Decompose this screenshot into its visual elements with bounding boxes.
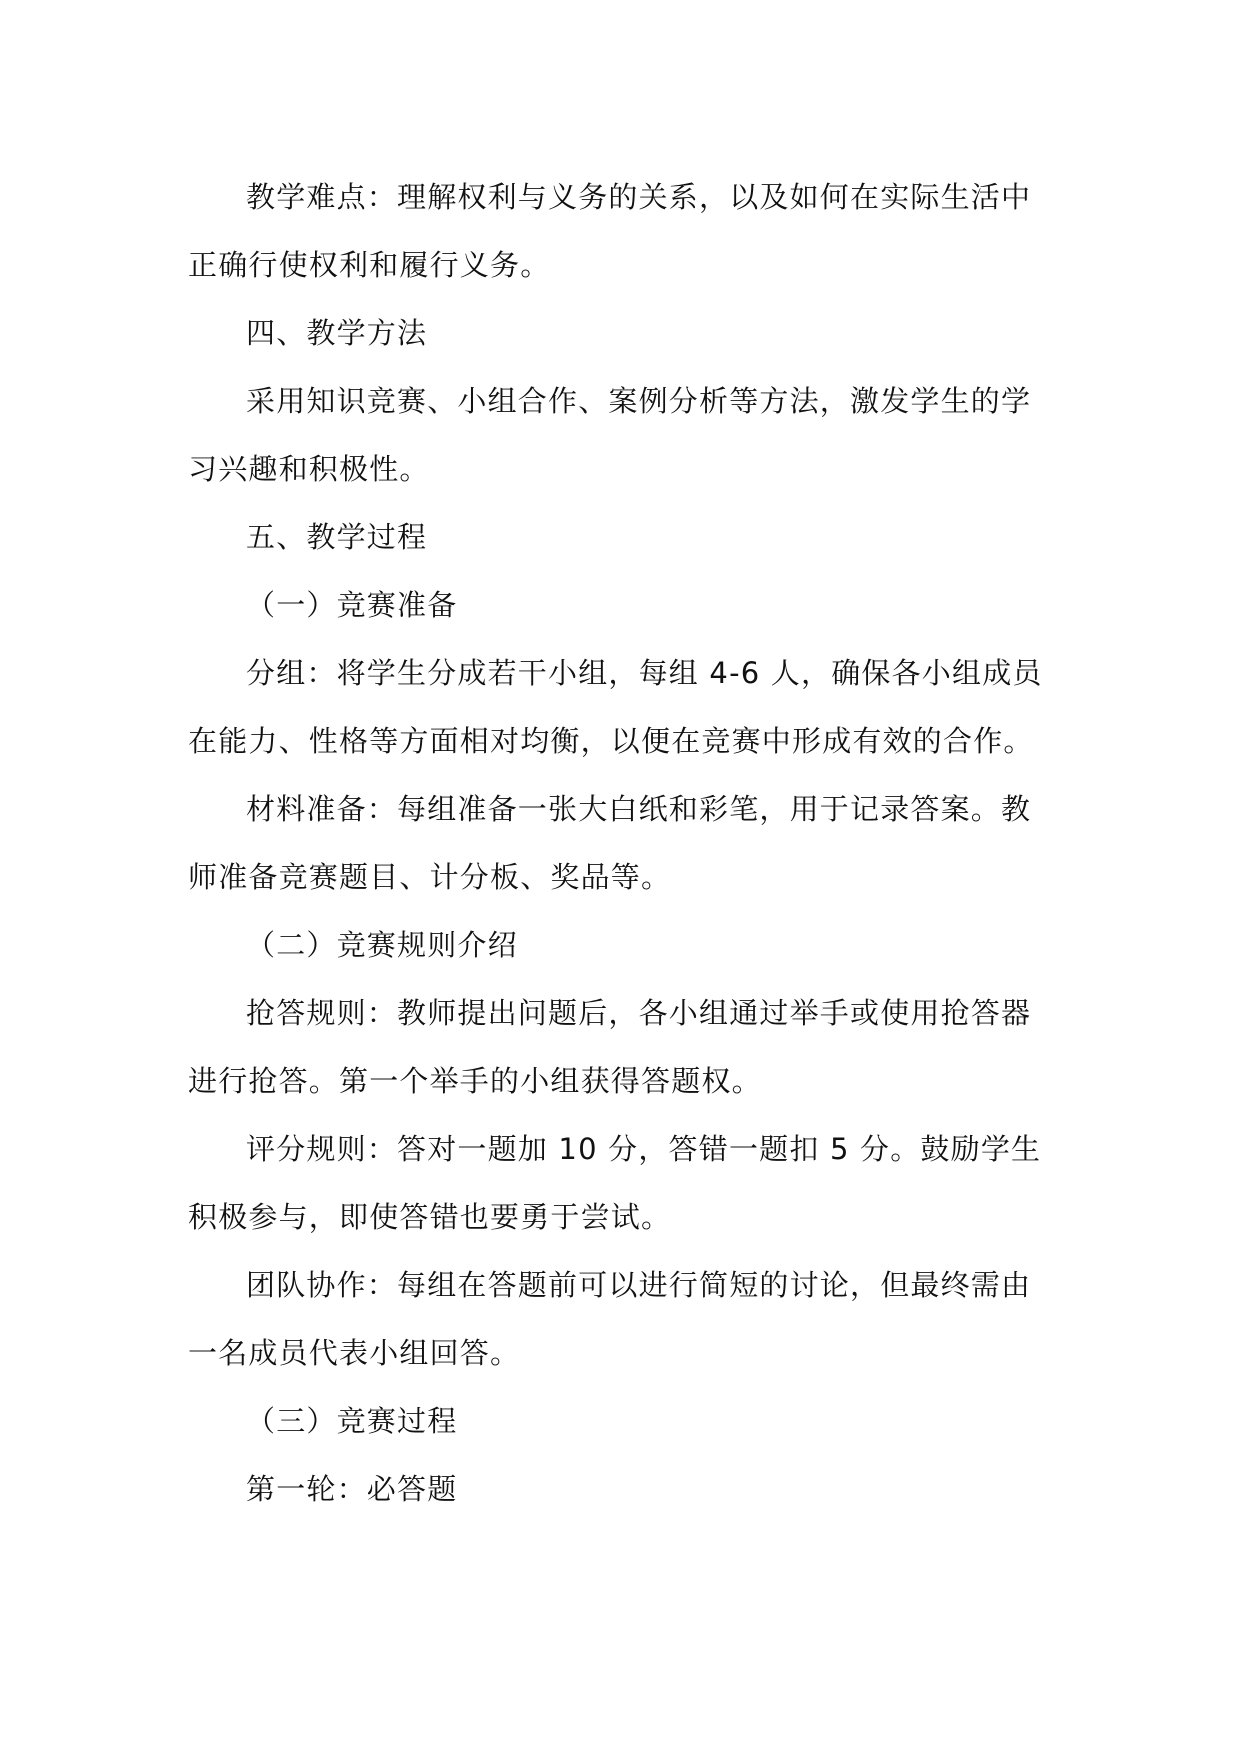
heading-teaching-methods: 四、教学方法 xyxy=(246,316,428,350)
paragraph-teaching-difficulty: 教学难点：理解权利与义务的关系，以及如何在实际生活中正确行使权利和履行义务。 xyxy=(188,180,1032,282)
paragraph-methods-description: 采用知识竞赛、小组合作、案例分析等方法，激发学生的学习兴趣和积极性。 xyxy=(188,384,1032,486)
paragraph-teamwork: 团队协作：每组在答题前可以进行简短的讨论，但最终需由一名成员代表小组回答。 xyxy=(188,1268,1032,1370)
paragraph-round-one: 第一轮：必答题 xyxy=(246,1472,458,1506)
subheading-competition-rules: （二）竞赛规则介绍 xyxy=(246,928,518,962)
heading-teaching-process: 五、教学过程 xyxy=(246,520,428,554)
paragraph-scoring-rules: 评分规则：答对一题加 10 分，答错一题扣 5 分。鼓励学生积极参与，即使答错也要勇于尝试。 xyxy=(188,1132,1042,1234)
subheading-competition-process: （三）竞赛过程 xyxy=(246,1404,458,1438)
document-body xyxy=(188,163,1058,1523)
paragraph-materials: 材料准备：每组准备一张大白纸和彩笔，用于记录答案。教师准备竞赛题目、计分板、奖品等。 xyxy=(188,792,1032,894)
paragraph-grouping: 分组：将学生分成若干小组，每组 4-6 人，确保各小组成员在能力、性格等方面相对均衡，以便在竞赛中形成有效的合作。 xyxy=(188,656,1043,758)
subheading-competition-preparation: （一）竞赛准备 xyxy=(246,588,458,622)
paragraph-buzzer-rules: 抢答规则：教师提出问题后，各小组通过举手或使用抢答器进行抢答。第一个举手的小组获得答题权。 xyxy=(188,996,1032,1098)
